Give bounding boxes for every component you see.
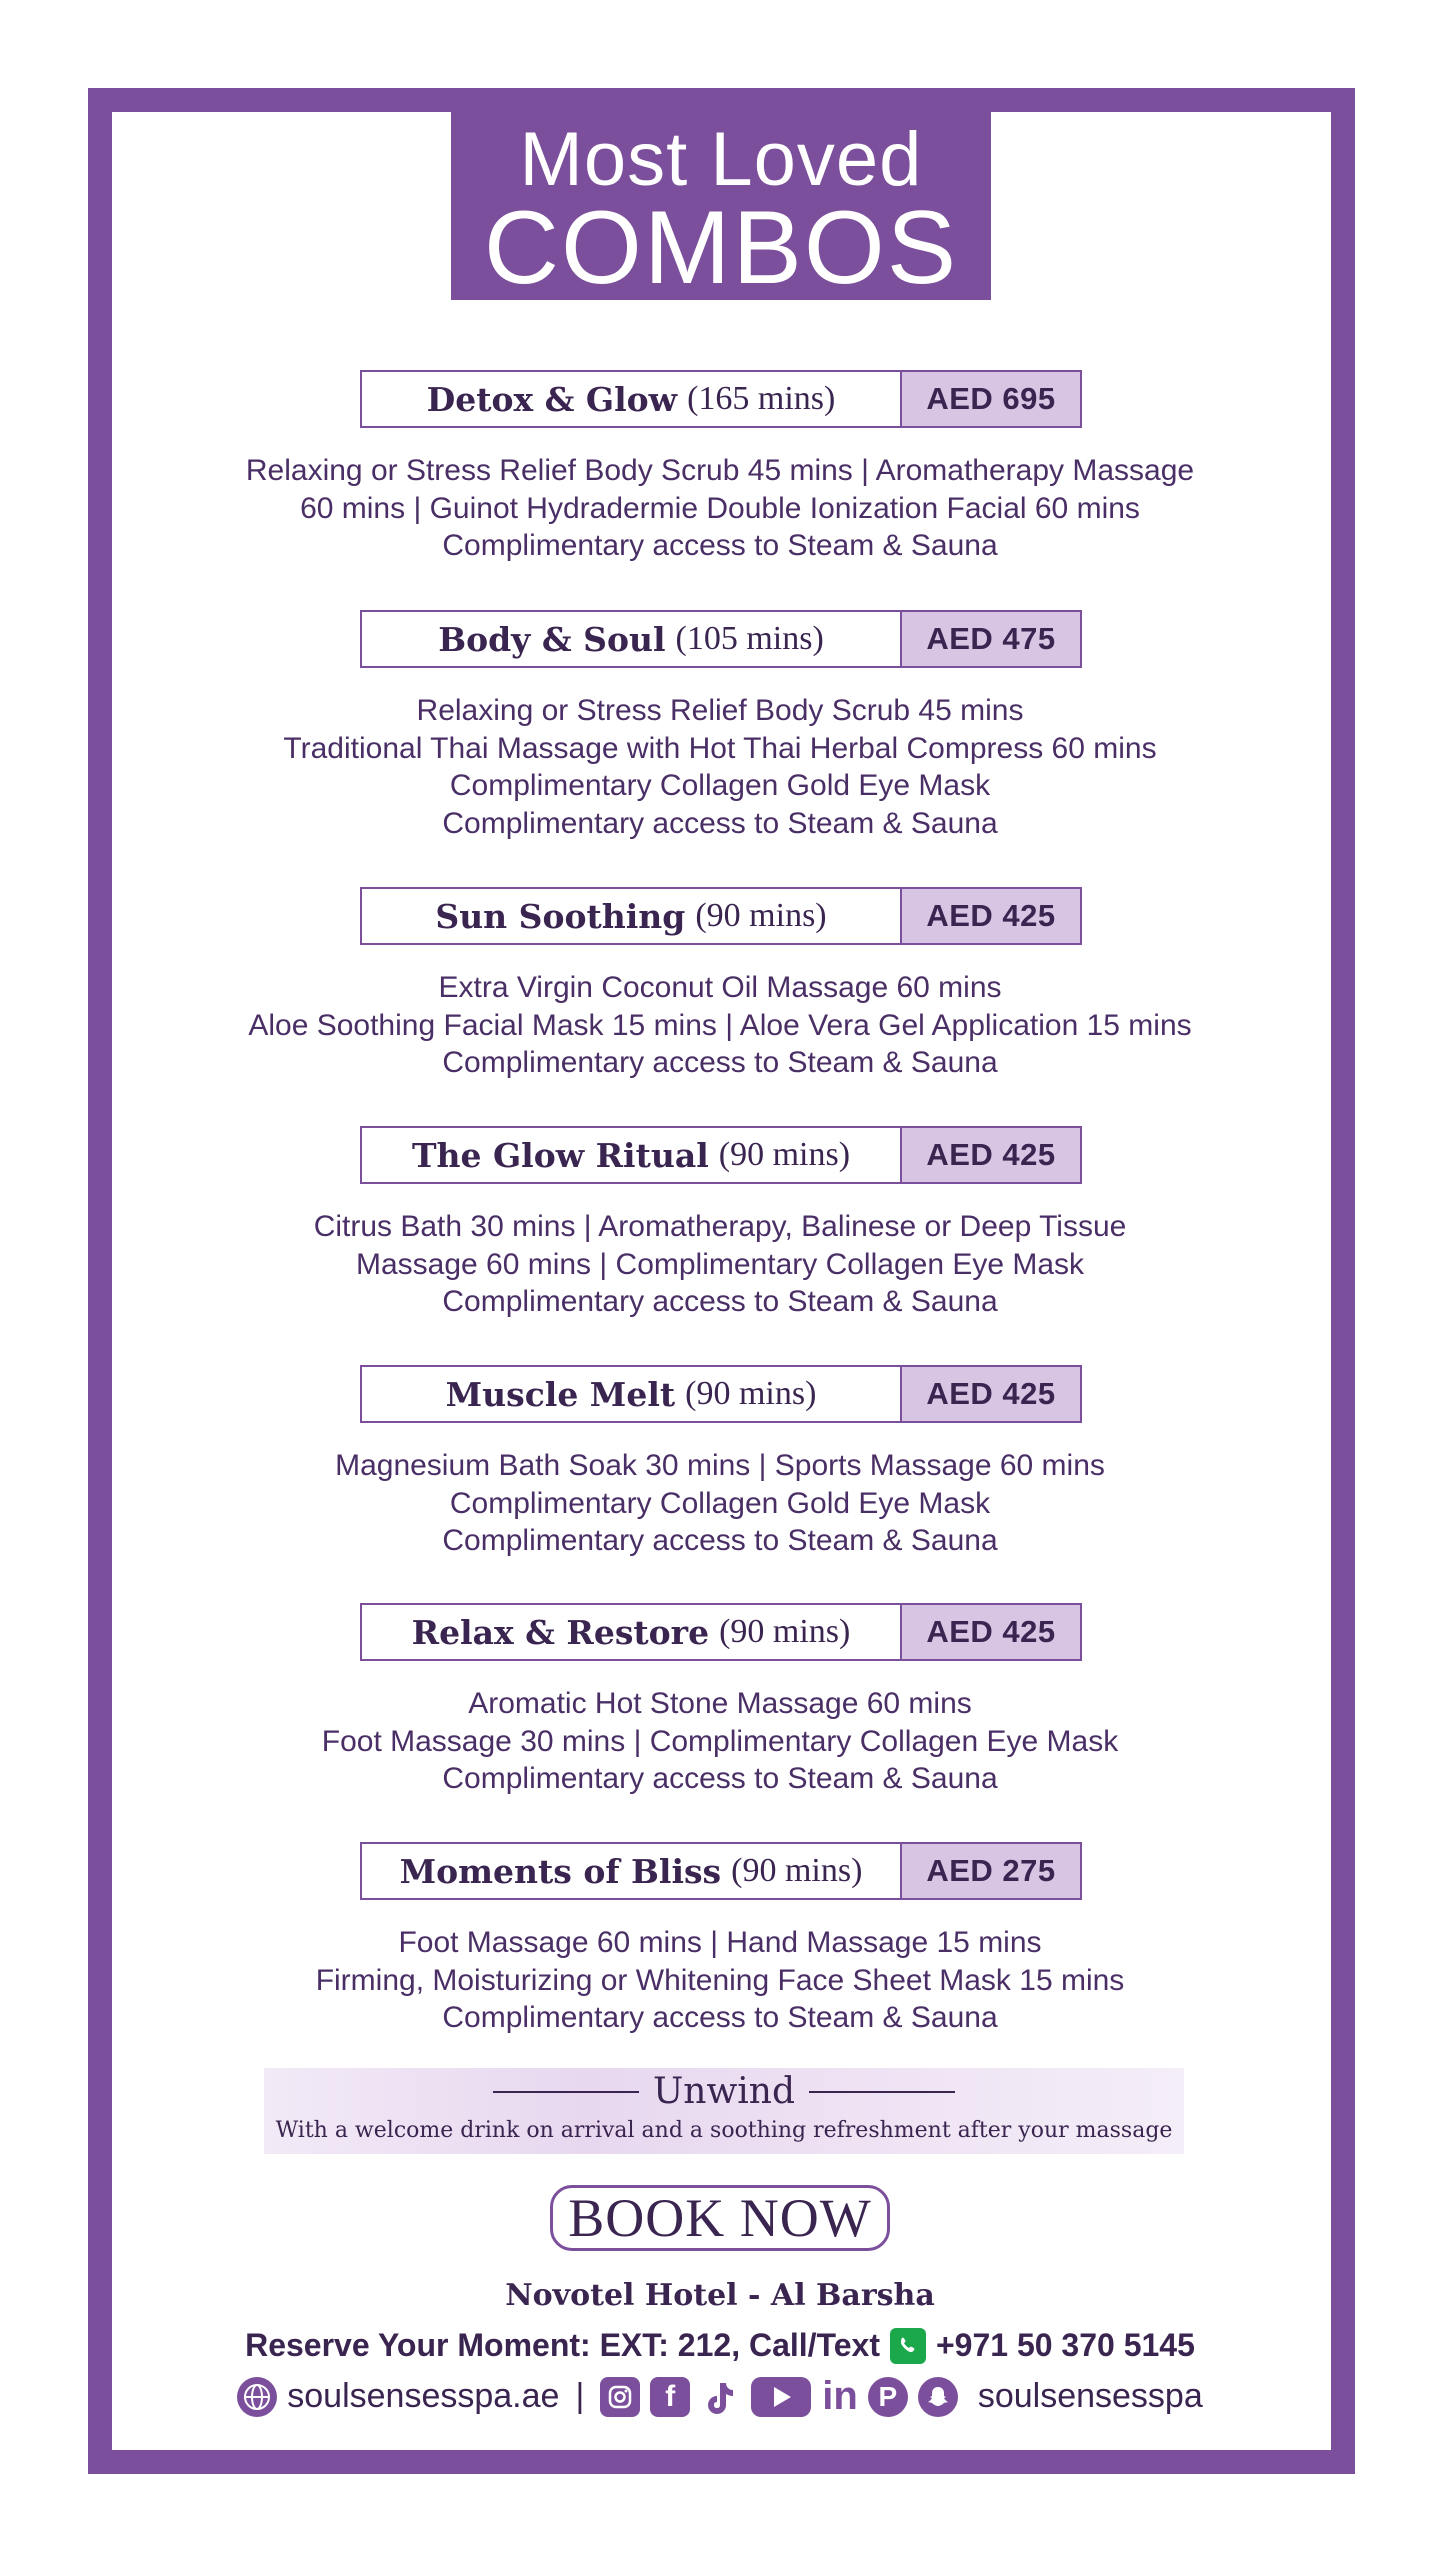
combo-name: Relax & Restore (90 mins) (362, 1605, 902, 1659)
tiktok-icon[interactable] (700, 2377, 740, 2417)
combo-price: AED 425 (902, 889, 1080, 943)
combo-description: Aromatic Hot Stone Massage 60 mins Foot Massage 30 mins | Complimentary Collagen Eye Mask Complimentary access to Steam & Sauna (321, 1687, 1119, 1795)
combo-header (360, 1842, 1082, 1900)
unwind-subtitle: With a welcome drink on arrival and a soothing refreshment after your massage (275, 2118, 1173, 2143)
combo-description: Foot Massage 60 mins | Hand Massage 15 mins Firming, Moisturizing or Whitening Face Sheet Mask 15 mins Complimentary access to Steam & Sauna (315, 1926, 1125, 2034)
globe-icon (237, 2377, 277, 2417)
youtube-icon[interactable] (750, 2376, 812, 2418)
combo-header (360, 887, 1082, 945)
combo-price: AED 425 (902, 1605, 1080, 1659)
combo-name: Sun Soothing (90 mins) (362, 889, 902, 943)
book-now-button[interactable]: BOOK NOW (550, 2185, 890, 2251)
combo-name: Muscle Melt (90 mins) (362, 1367, 902, 1421)
combo-price: AED 425 (902, 1367, 1080, 1421)
whatsapp-icon[interactable] (890, 2328, 926, 2364)
page-title (451, 110, 991, 306)
linkedin-icon[interactable]: in (822, 2374, 858, 2418)
combo-description: Relaxing or Stress Relief Body Scrub 45 mins | Aromatherapy Massage 60 mins | Guinot Hydradermie Double Ionization Facial 60 mins Complimentary access to Steam & Sauna (245, 454, 1195, 562)
instagram-icon[interactable] (600, 2377, 640, 2417)
combo-price: AED 475 (902, 612, 1080, 666)
combo-header (360, 1126, 1082, 1184)
combo-header (360, 1603, 1082, 1661)
reserve-text: Reserve Your Moment: EXT: 212, Call/Text (245, 2327, 880, 2363)
unwind-title: Unwind (652, 2071, 796, 2112)
hotel-name: Novotel Hotel - Al Barsha (505, 2278, 935, 2313)
pinterest-icon[interactable]: P (868, 2377, 908, 2417)
phone-number[interactable]: +971 50 370 5145 (935, 2327, 1195, 2363)
social-handle[interactable]: soulsensesspa (977, 2377, 1203, 2415)
combo-description: Extra Virgin Coconut Oil Massage 60 mins Aloe Soothing Facial Mask 15 mins | Aloe Vera Gel Application 15 mins Complimentary access to Steam & Sauna (248, 971, 1192, 1079)
title-line-1: Most Loved (519, 117, 923, 202)
combo-price: AED 275 (902, 1844, 1080, 1898)
divider-rule (809, 2091, 955, 2093)
combo-description: Relaxing or Stress Relief Body Scrub 45 mins Traditional Thai Massage with Hot Thai Herbal Compress 60 mins Complimentary Collagen Gold Eye Mask Complimentary access to Steam & Sauna (283, 694, 1157, 840)
combo-name: Moments of Bliss (90 mins) (362, 1844, 902, 1898)
combo-name: The Glow Ritual (90 mins) (362, 1128, 902, 1182)
combo-price: AED 425 (902, 1128, 1080, 1182)
combo-price: AED 695 (902, 372, 1080, 426)
reserve-line (0, 2327, 1440, 2364)
social-bar (0, 2374, 1440, 2419)
combo-description: Citrus Bath 30 mins | Aromatherapy, Balinese or Deep Tissue Massage 60 mins | Complimentary Collagen Eye Mask Complimentary access to Steam & Sauna (313, 1210, 1127, 1318)
combo-header (360, 370, 1082, 428)
website-link[interactable]: soulsensesspa.ae (287, 2377, 560, 2415)
snapchat-icon[interactable] (918, 2377, 958, 2417)
combo-header (360, 1365, 1082, 1423)
facebook-icon[interactable]: f (650, 2377, 690, 2417)
title-line-2: COMBOS (483, 190, 959, 306)
combo-description: Magnesium Bath Soak 30 mins | Sports Massage 60 mins Complimentary Collagen Gold Eye Mask Complimentary access to Steam & Sauna (335, 1449, 1105, 1557)
separator: | (575, 2377, 585, 2415)
unwind-banner (264, 2068, 1184, 2154)
combo-name: Body & Soul (105 mins) (362, 612, 902, 666)
divider-rule (493, 2091, 639, 2093)
combo-header (360, 610, 1082, 668)
combo-name: Detox & Glow (165 mins) (362, 372, 902, 426)
